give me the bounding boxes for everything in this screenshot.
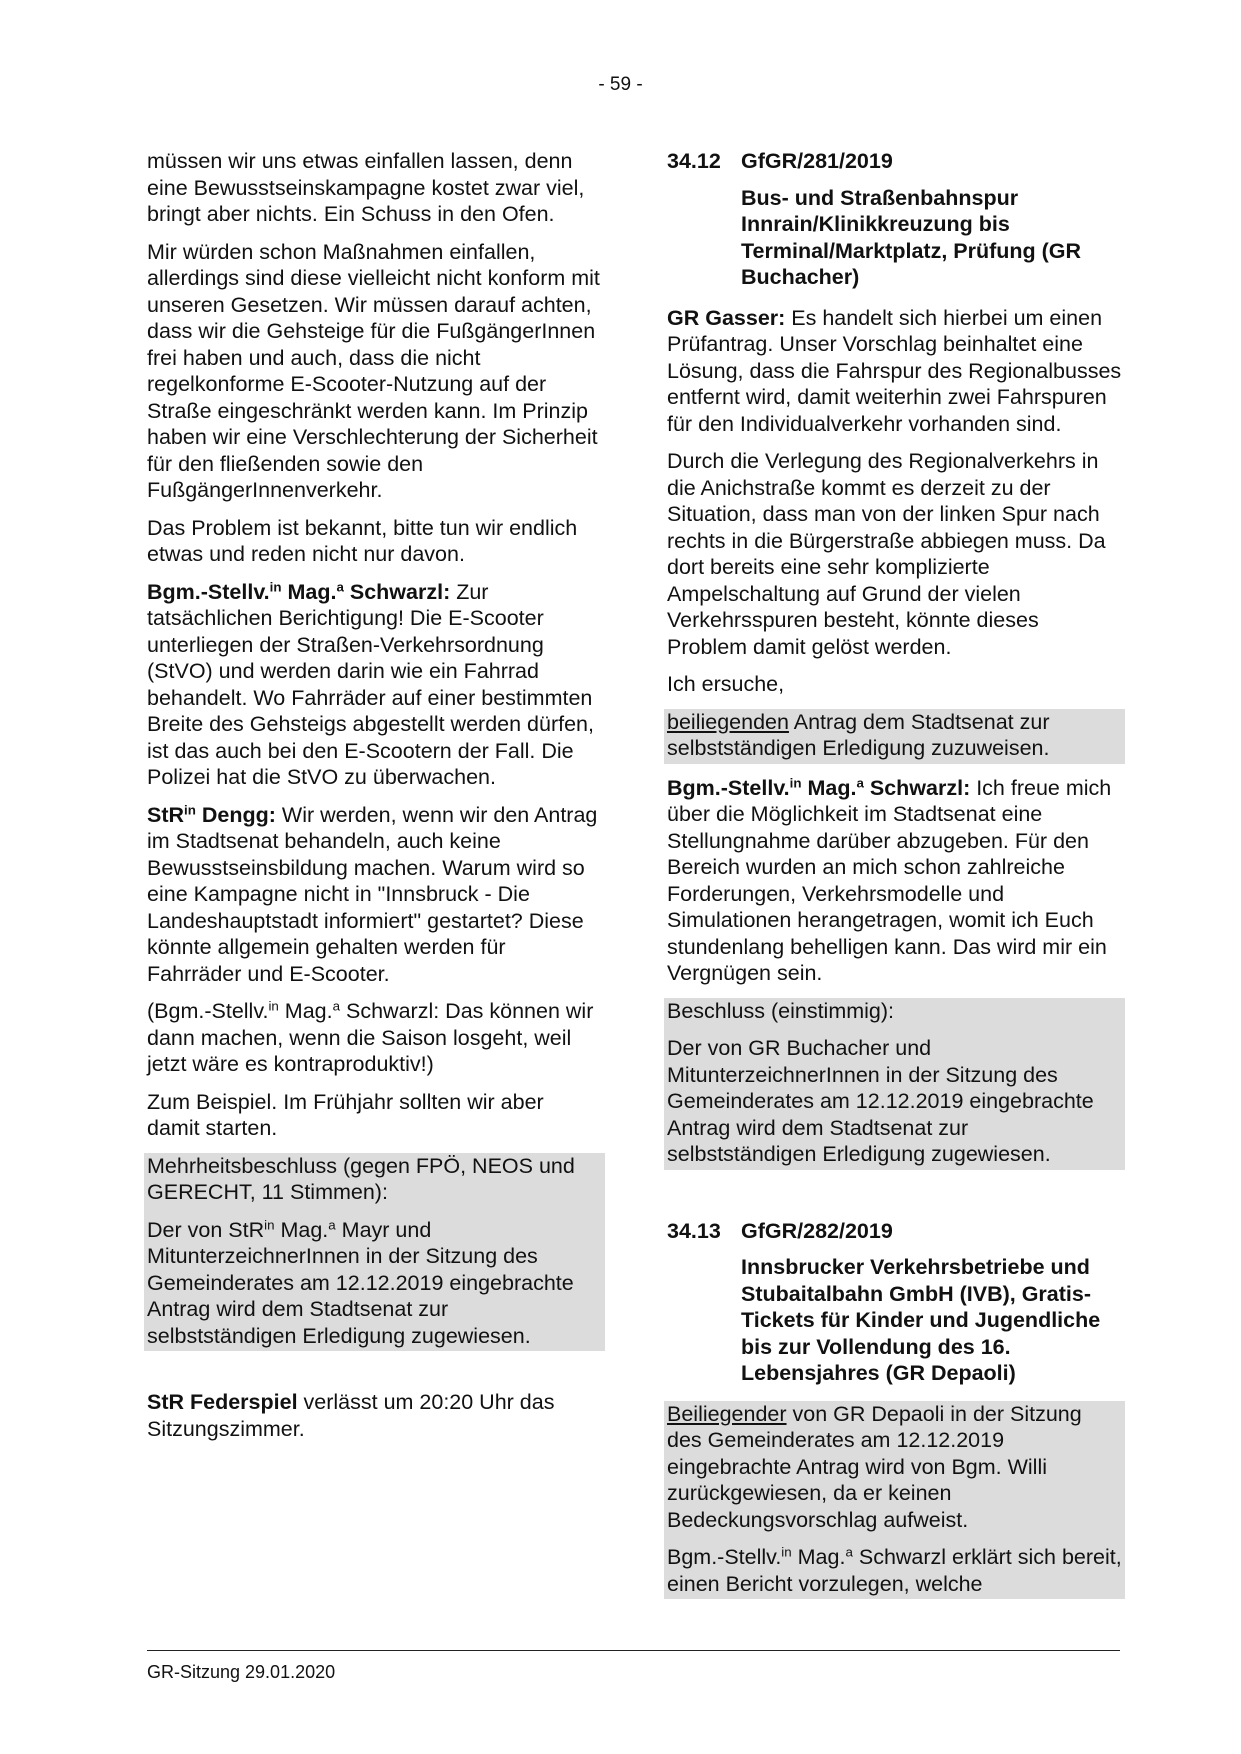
paragraph: Zum Beispiel. Im Frühjahr sollten wir aber damit starten. <box>147 1089 544 1140</box>
paragraph: Durch die Verlegung des Regionalverkehrs in die Anichstraße kommt es derzeit zu der Situation, dass man von der linken Spur nach rechts in die Bürgerstraße abbiegen muss. Da dort bereits eine sehr komplizierte Ampelschaltung auf Grund der vielen Verkehrsspuren besteht, könnte dieses Problem damit gelöst werden. <box>667 449 1106 659</box>
agenda-item-heading: 34.12 GfGR/281/2019 <box>667 149 893 173</box>
resolution-text: Der von StR$^{in}$ Mag.$^a$ Mayr und MitunterzeichnerInnen in der Sitzung des Gemeinderates am 12.12.2019 eingebrachte Antrag wird dem Stadtsenat zur selbstständigen Erledigung zugewiesen. <box>147 1217 574 1348</box>
footer-text: GR-Sitzung 29.01.2020 <box>147 1662 336 1682</box>
statement-dengg: StR$^{in}$ Dengg: Wir werden, wenn wir den Antrag im Stadtsenat behandeln, auch keine Bewusstseinsbildung machen. Warum wird so eine Kampagne nicht in "Innsbruck - Die Landeshauptstadt informiert" gestartet? Diese könnte allgemein gehalten werden für Fahrräder und E-Scooter. <box>147 802 598 986</box>
resolution-text: Der von GR Buchacher und MitunterzeichnerInnen in der Sitzung des Gemeinderates am 12.12.2019 eingebrachte Antrag wird dem Stadtsenat zur selbstständigen Erledigung zugewiesen. <box>667 1036 1094 1166</box>
speaker-name: Bgm.-Stellv.$^{in}$ Mag.$^a$ Schwarzl: <box>667 775 971 800</box>
paragraph: Mir würden schon Maßnahmen einfallen, allerdings sind diese vielleicht nicht konform mit unseren Gesetzen. Wir müssen darauf achten, dass wir die Gehsteige für die FußgängerInnen frei haben und auch, dass die nicht regelkonforme E-Scooter-Nutzung auf der Straße eingeschränkt werden kann. Im Prinzip haben wir eine Verschlechterung der Sicherheit für den fließenden sowie den FußgängerInnenverkehr. <box>147 239 600 502</box>
agenda-item-heading: 34.13 GfGR/282/2019 <box>667 1218 893 1243</box>
agenda-item-title: Bus- und Straßenbahnspur Innrain/Klinikkreuzung bis Terminal/Marktplatz, Prüfung (GR Buchacher) <box>741 185 1082 289</box>
motion-box <box>664 709 1125 764</box>
departure-note: StR Federspiel verlässt um 20:20 Uhr das Sitzungszimmer. <box>147 1390 555 1441</box>
paragraph: Das Problem ist bekannt, bitte tun wir endlich etwas und reden nicht nur davon. <box>147 515 578 566</box>
resolution-box <box>144 1153 605 1352</box>
resolution-text: Beiliegender von GR Depaoli in der Sitzung des Gemeinderates am 12.12.2019 eingebrachte Antrag wird von Bgm. Willi zurückgewiesen, da er keinen Bedeckungsvorschlag aufweist. <box>667 1401 1082 1532</box>
footer-divider <box>147 1650 1120 1651</box>
interjection: (Bgm.-Stellv.$^{in}$ Mag.$^a$ Schwarzl: Das können wir dann machen, wenn die Saison losgeht, weil jetzt wäre es kontraproduktiv!) <box>147 998 594 1076</box>
speaker-name: Bgm.-Stellv.$^{in}$ Mag.$^a$ Schwarzl: <box>147 579 451 604</box>
paragraph: müssen wir uns etwas einfallen lassen, denn eine Bewusstseinskampagne kostet zwar viel, bringt aber nichts. Ein Schuss in den Ofen. <box>147 149 585 226</box>
page-number: - 59 - <box>598 74 643 95</box>
resolution-text: Bgm.-Stellv.$^{in}$ Mag.$^a$ Schwarzl erklärt sich bereit, einen Bericht vorzulegen, welche <box>667 1544 1122 1596</box>
resolution-heading: Beschluss (einstimmig): <box>667 998 894 1023</box>
paragraph: Ich ersuche, <box>667 672 785 696</box>
statement-schwarzl: Bgm.-Stellv.$^{in}$ Mag.$^a$ Schwarzl: Zur tatsächlichen Berichtigung! Die E-Scooter unterliegen der Straßen-Verkehrsordnung (StVO) und werden darin wie ein Fahrrad behandelt. Wo Fahrräder auf einer bestimmten Breite des Gehsteigs abgestellt werden dürfen, ist das auch bei den E-Scootern der Fall. Die Polizei hat die StVO zu überwachen. <box>147 579 594 789</box>
resolution-box <box>664 998 1125 1170</box>
resolution-box <box>664 1401 1125 1600</box>
statement-schwarzl: Bgm.-Stellv.$^{in}$ Mag.$^a$ Schwarzl: Ich freue mich über die Möglichkeit im Stadtsenat eine Stellungnahme darüber abzugeben. Für den Bereich wurden an mich schon zahlreiche Forderungen, Verkehrsmodelle und Simulationen herangetragen, womit ich Euch stundenlang behelligen kann. Das wird mir ein Vergnügen sein. <box>667 775 1112 985</box>
motion-text: beiliegenden Antrag dem Stadtsenat zur selbstständigen Erledigung zuzuweisen. <box>667 709 1050 760</box>
agenda-item-title: Innsbrucker Verkehrsbetriebe und Stubaitalbahn GmbH (IVB), Gratis-Tickets für Kinder und Jugendliche bis zur Vollendung des 16. Lebensjahres (GR Depaoli) <box>741 1255 1101 1385</box>
left-column <box>147 148 602 1453</box>
speaker-name: StR$^{in}$ Dengg: <box>147 802 276 827</box>
resolution-heading: Mehrheitsbeschluss (gegen FPÖ, NEOS und GERECHT, 11 Stimmen): <box>147 1153 575 1204</box>
statement-gasser: GR Gasser: Es handelt sich hierbei um einen Prüfantrag. Unser Vorschlag beinhaltet eine Lösung, dass die Fahrspur des Regionalbusses entfernt wird, damit weiterhin zwei Fahrspuren für den Individualverkehr vorhanden sind. <box>667 305 1122 436</box>
right-column <box>667 148 1122 1599</box>
